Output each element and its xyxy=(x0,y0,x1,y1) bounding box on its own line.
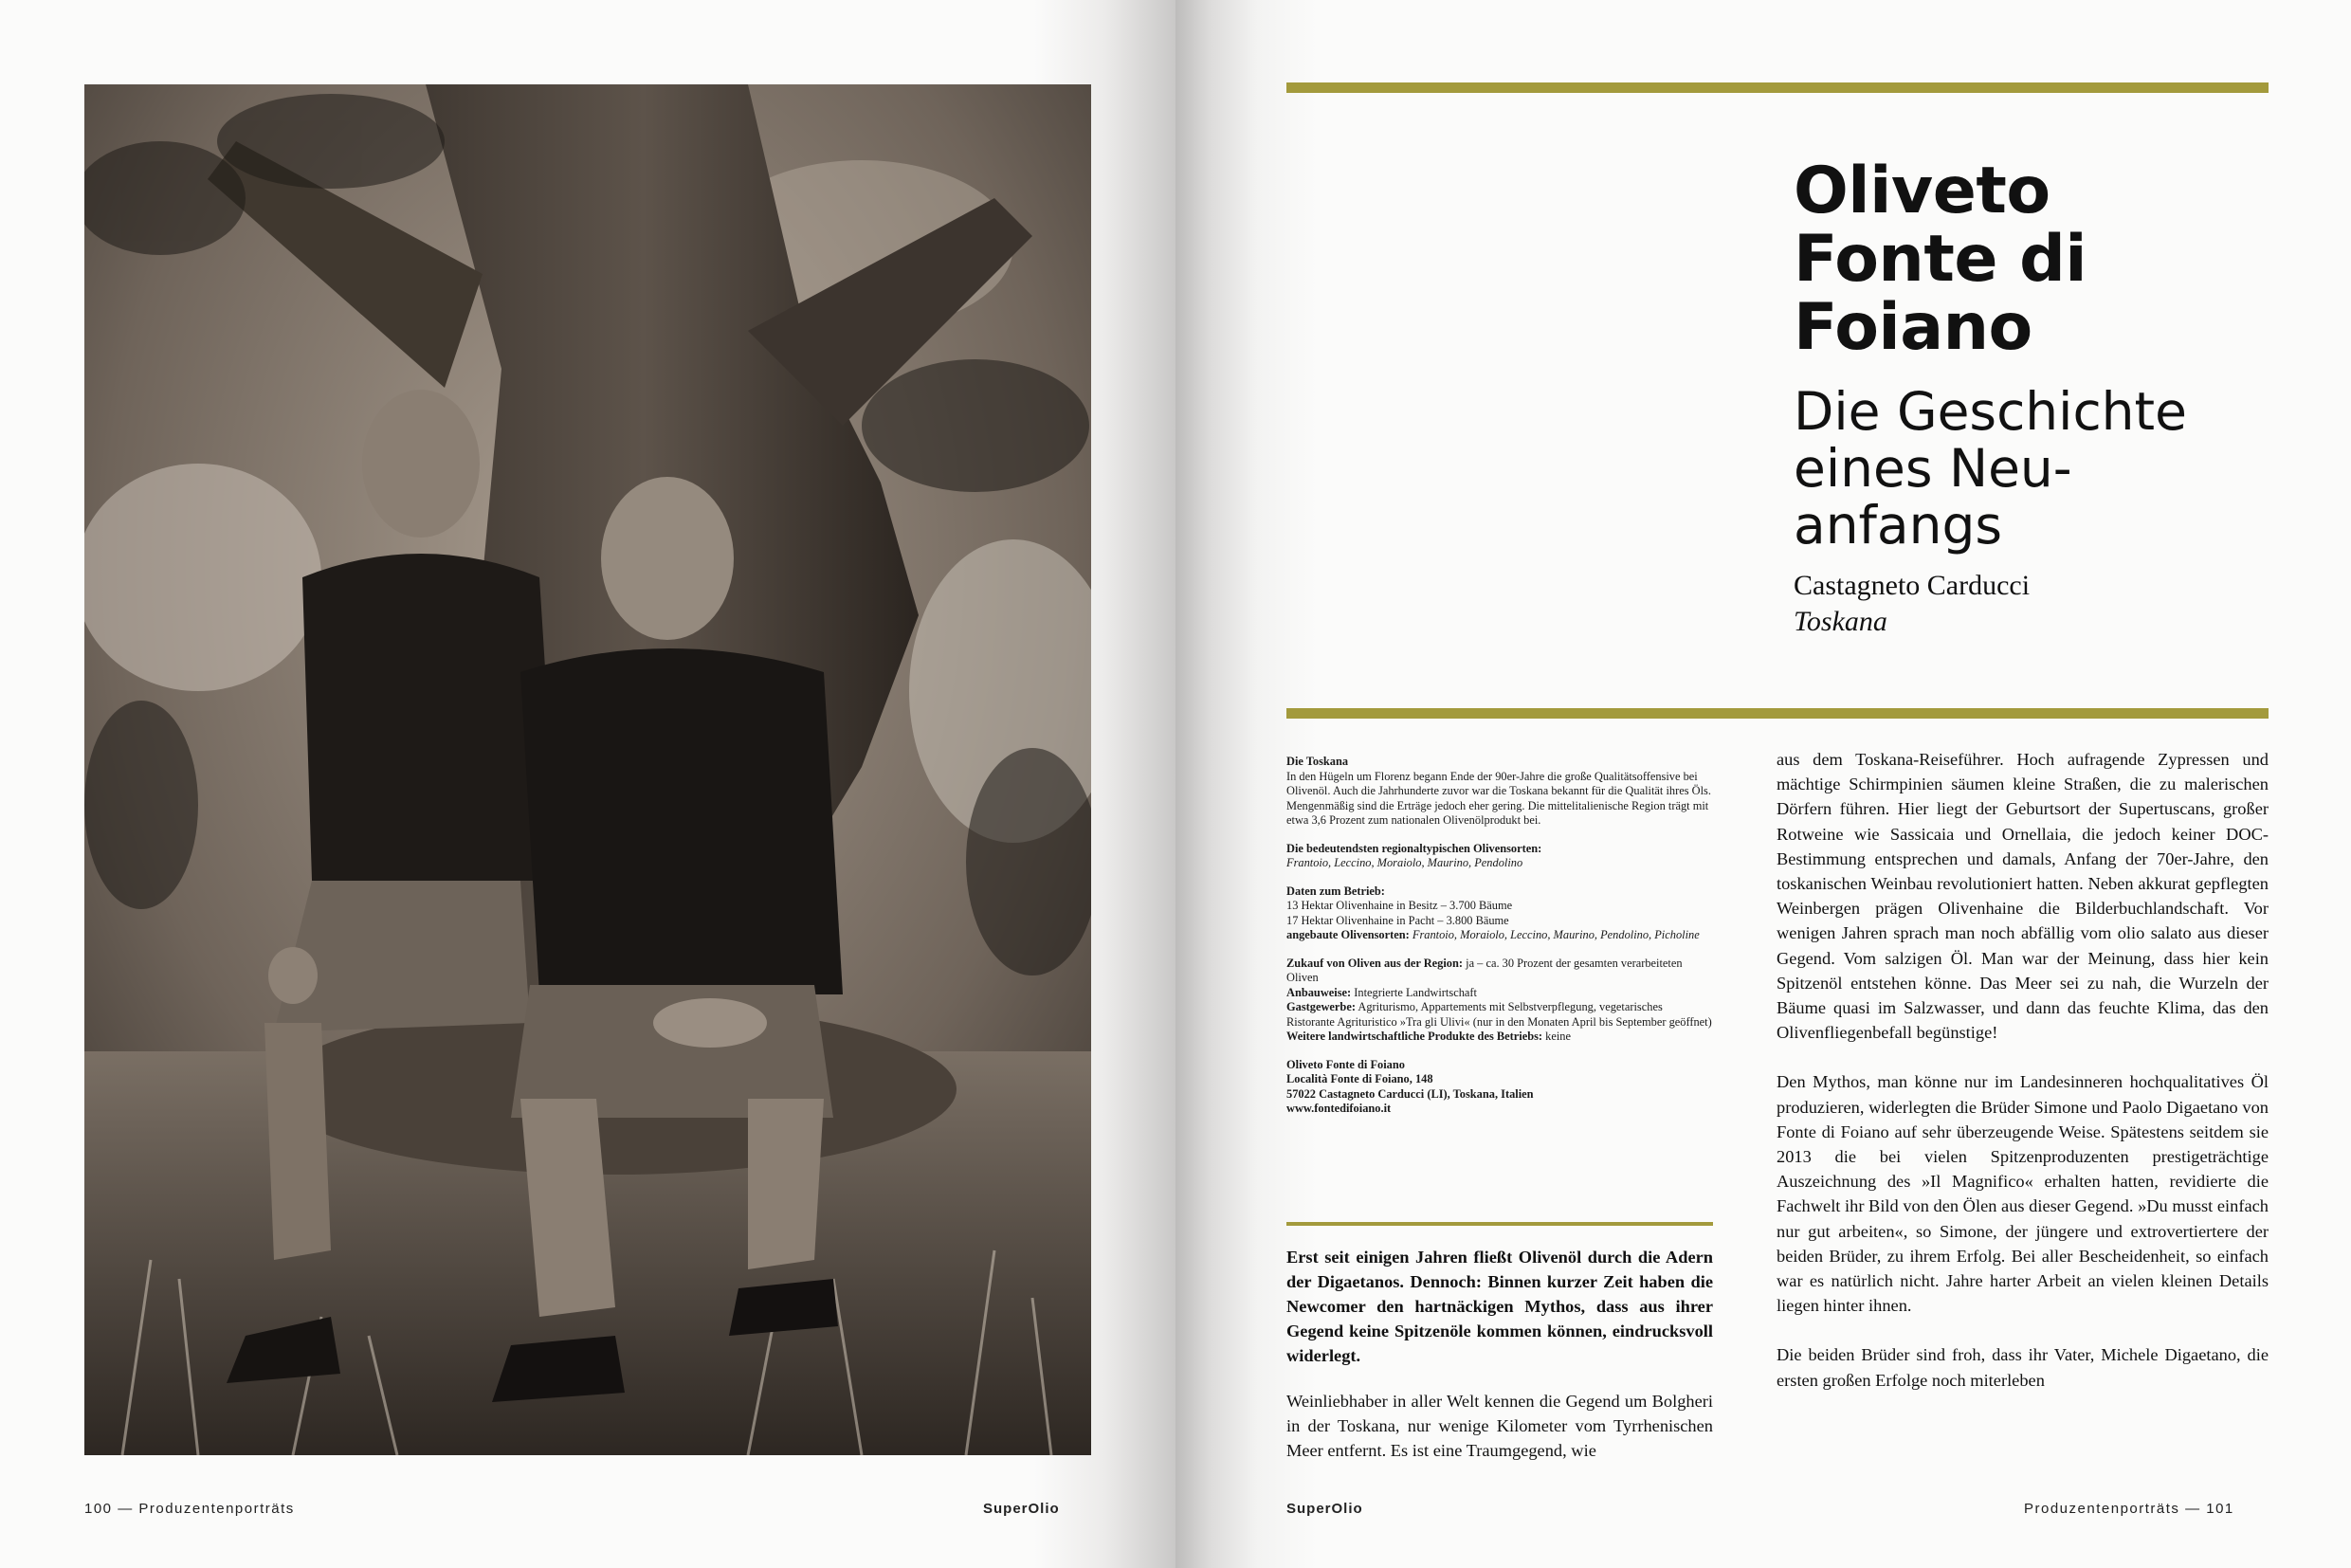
factbox-purchase-label: Zukauf von Oliven aus der Region: xyxy=(1286,956,1464,970)
portrait-photo-icon xyxy=(84,84,1091,1455)
factbox-hospitality-value: Agriturismo, Appartements mit Selbstverpflegung, vegetarisches Ristorante Agrituristico »Tra gli Ulivi« (nur in den Monaten April bis September geöffnet) xyxy=(1286,1000,1712,1029)
fact-box xyxy=(1286,755,1713,1130)
factbox-operations xyxy=(1286,957,1713,1045)
body-paragraph: Weinliebhaber in aller Welt kennen die Gegend um Bolgheri in der Toskana, nur wenige Kilometer vom Tyrrhenischen Meer entfernt. Es ist eine Traumgegend, wie xyxy=(1286,1392,1713,1461)
page-number-right: Produzentenporträts — 101 xyxy=(2024,1501,2234,1517)
factbox-varieties-label: Die bedeutendsten regionaltypischen Olivensorten: xyxy=(1286,841,1542,855)
brand-right: SuperOlio xyxy=(1286,1501,1363,1517)
lead-rule xyxy=(1286,1222,1713,1226)
article-subtitle xyxy=(1794,383,2324,554)
factbox-other-value: keine xyxy=(1545,1030,1571,1043)
factbox-varieties-value: Frantoio, Leccino, Moraiolo, Maurino, Pendolino xyxy=(1286,856,1523,869)
factbox-cultivated-value: Frantoio, Moraiolo, Leccino, Maurino, Pendolino, Picholine xyxy=(1412,928,1700,941)
body-paragraph: aus dem Toskana-Reiseführer. Hoch aufragende Zypressen und mächtige Schirmpinien säumen kleine Straßen, die zu malerischen Dörfern führen. Hier liegt der Geburtsort der Supertuscans, großer Rotweine wie Sassicaia und Ornellaia, die jedoch keiner DOC-Bestimmung entsprechen und damals, Anfang der 70er-Jahre, den toskanischen Weinbau revolutioniert hatten. Neben akkurat gepflegten Weinbergen prägen Olivenhaine die Bilderbuchlandschaft. Vor wenigen Jahren sprach man noch abfällig vom olio salato aus dieser Gegend. Vom salzigen Öl. Man war der Meinung, dass hier kein Spitzenöl entstehen könne. Das Meer sei zu nah, die Wurzeln der Bäume quasi im Salzwasser, und dann das feuchte Klima, das den Olivenfliegenbefall begünstige! xyxy=(1777,750,2269,1043)
factbox-other-label: Weitere landwirtschaftliche Produkte des Betriebs: xyxy=(1286,1030,1543,1043)
factbox-data xyxy=(1286,884,1713,943)
body-paragraph: Die beiden Brüder sind froh, dass ihr Vater, Michele Digaetano, die ersten großen Erfolge noch miterleben xyxy=(1777,1345,2269,1390)
text-column-2 xyxy=(1777,747,2269,1417)
subtitle-line: anfangs xyxy=(1794,495,2003,556)
factbox-data-line: 13 Hektar Olivenhaine in Besitz – 3.700 Bäume xyxy=(1286,899,1513,912)
factbox-cultivated-label: angebaute Olivensorten: xyxy=(1286,928,1410,941)
article-lead: Erst seit einigen Jahren fließt Olivenöl durch die Adern der Digaetanos. Dennoch: Binnen kurzer Zeit haben die Newcomer den hartnäckigen Mythos, dass aus ihrer Gegend keine Spitzenöle kommen können, eindrucksvoll widerlegt. xyxy=(1286,1248,1713,1365)
subtitle-line: Die Geschichte xyxy=(1794,381,2187,442)
body-paragraph: Den Mythos, man könne nur im Landesinneren hochqualitatives Öl produzieren, widerlegten die Brüder Simone und Paolo Digaetano von Fonte di Foiano auf sehr überzeugende Weise. Spätestens seitdem sie 2013 die bei vielen Spitzenproduzenten prestigeträchtige Auszeichnung des »Il Magnifico« erhalten hatten, revidierte die Fachwelt ihr Bild von den Ölen aus dieser Gegend. »Du musst einfach nur gut arbeiten«, so Simone, der jüngere und extrovertiertere der beiden Brüder, zu ihrem Erfolg. Bei aller Bescheidenheit, so einfach war es natürlich nicht. Jahre harter Arbeit an vielen kleinen Details liegen hinter ihnen. xyxy=(1777,1072,2269,1316)
factbox-intro-text: In den Hügeln um Florenz begann Ende der 90er-Jahre die große Qualitätsoffensive bei Olivenöl. Auch die Jahrhunderte zuvor war die Toskana bekannt für die Qualität ihres Öls. Mengenmäßig sind die Erträge jedoch eher gering. Die mittelitalienische Region trägt mit etwa 3,6 Prozent zum nationalen Olivenölprodukt bei. xyxy=(1286,769,1711,827)
title-line: Foiano xyxy=(1794,290,2032,365)
article-title xyxy=(1794,154,2324,365)
factbox-data-line: 17 Hektar Olivenhaine in Pacht – 3.800 Bäume xyxy=(1286,913,1509,927)
page-number-left: 100 — Produzentenporträts xyxy=(84,1501,295,1517)
title-line: Fonte di xyxy=(1794,222,2087,297)
factbox-farming-label: Anbauweise: xyxy=(1286,985,1352,999)
factbox-purchase-value: ja – ca. 30 Prozent der gesamten verarbeiteten Oliven xyxy=(1286,956,1683,984)
brand-left: SuperOlio xyxy=(983,1501,1060,1517)
website-link[interactable]: www.fontedifoiano.it xyxy=(1286,1102,1392,1115)
address-line: Oliveto Fonte di Foiano xyxy=(1286,1057,1405,1071)
location-region: Toskana xyxy=(1794,606,1887,637)
factbox-heading: Die Toskana xyxy=(1286,755,1349,768)
address-line: 57022 Castagneto Carducci (LI), Toskana, Italien xyxy=(1286,1086,1534,1101)
factbox-data-label: Daten zum Betrieb: xyxy=(1286,884,1385,898)
right-page xyxy=(1176,0,2351,1568)
address-line: Località Fonte di Foiano, 148 xyxy=(1286,1072,1433,1085)
portrait-photo xyxy=(84,84,1091,1455)
factbox-varieties xyxy=(1286,842,1713,871)
factbox-address xyxy=(1286,1058,1713,1117)
title-line: Oliveto xyxy=(1794,154,2050,228)
location-place: Castagneto Carducci xyxy=(1794,570,2031,601)
subtitle-line: eines Neu- xyxy=(1794,438,2072,499)
factbox-intro xyxy=(1286,755,1713,829)
factbox-hospitality-label: Gastgewerbe: xyxy=(1286,1000,1356,1013)
factbox-farming-value: Integrierte Landwirtschaft xyxy=(1354,985,1477,999)
top-rule xyxy=(1286,82,2269,93)
middle-rule xyxy=(1286,708,2269,719)
text-column-1 xyxy=(1286,1389,1713,1464)
